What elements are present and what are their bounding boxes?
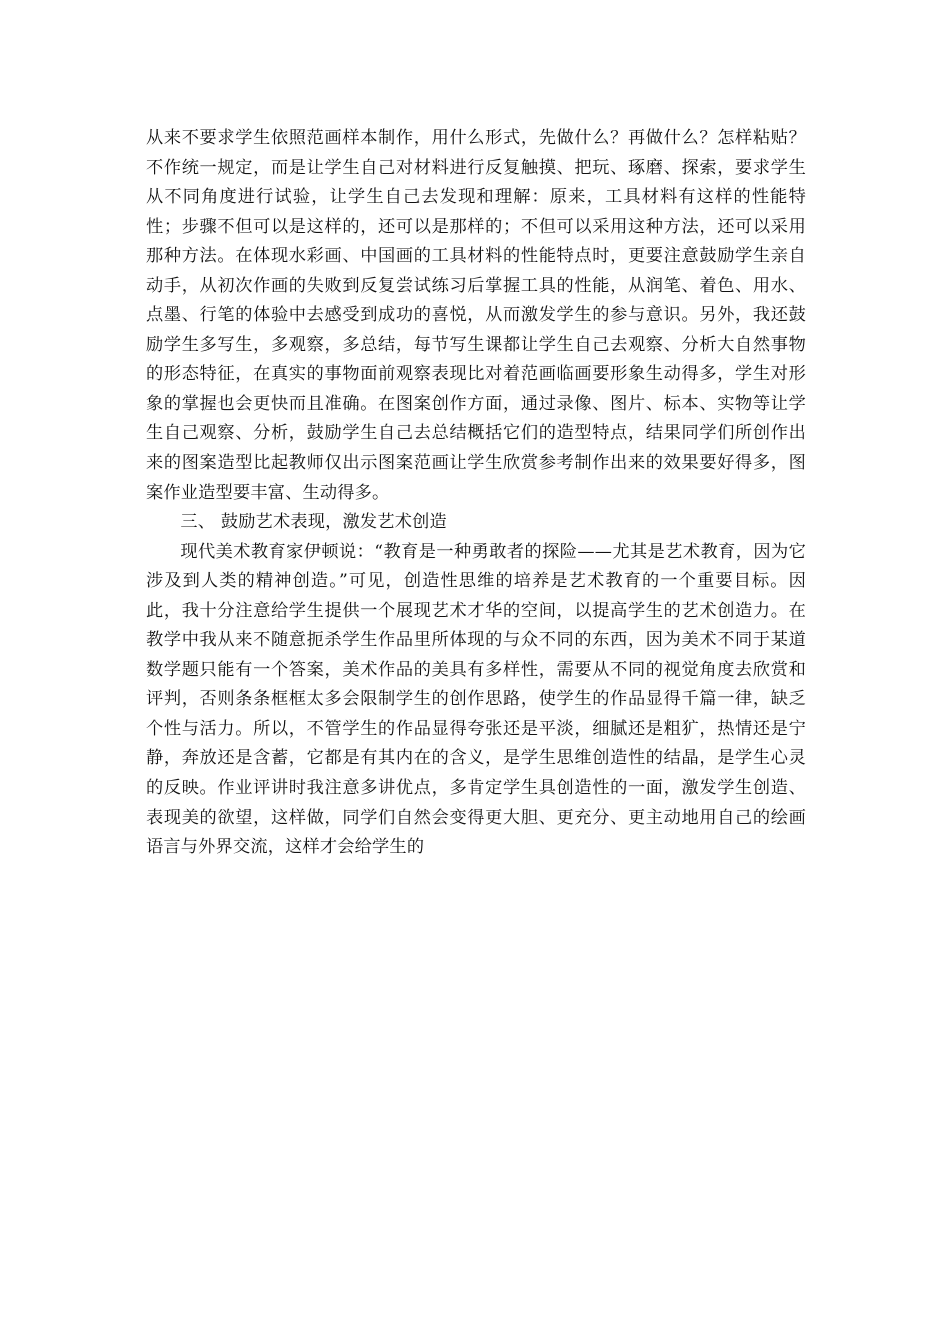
body-paragraph: 现代美术教育家伊顿说：“教育是一种勇敢者的探险——尤其是艺术教育，因为它涉及到人类的精神创造。”可见，创造性思维的培养是艺术教育的一个重要目标。因此，我十分注意给学生提供一个展现艺术才华的空间，以提高学生的艺术创造力。在教学中我从来不随意扼杀学生作品里所体现的与众不同的东西，因为美术不同于某道数学题只能有一个答案，美术作品的美具有多样性，需要从不同的视觉角度去欣赏和评判，否则条条框框太多会限制学生的创作思路，使学生的作品显得千篇一律，缺乏个性与活力。所以，不管学生的作品显得夸张还是平淡，细腻还是粗犷，热情还是宁静，奔放还是含蓄，它都是有其内在的含义，是学生思维创造性的结晶，是学生心灵的反映。作业评讲时我注意多讲优点，多肯定学生具创造性的一面，激发学生创造、表现美的欲望，这样做，同学们自然会变得更大胆、更充分、更主动地用自己的绘画语言与外界交流，这样才会给学生的 xyxy=(146,541,806,858)
document-page xyxy=(146,124,806,863)
body-paragraph-continued: 从来不要求学生依照范画样本制作，用什么形式，先做什么？再做什么？怎样粘贴？不作统一规定，而是让学生自己对材料进行反复触摸、把玩、琢磨、探索，要求学生从不同角度进行试验，让学生自己去发现和理解：原来，工具材料有这样的性能特性；步骤不但可以是这样的，还可以是那样的；不但可以采用这种方法，还可以采用那种方法。在体现水彩画、中国画的工具材料的性能特点时，更要注意鼓励学生亲自动手，从初次作画的失败到反复尝试练习后掌握工具的性能，从润笔、着色、用水、点墨、行笔的体验中去感受到成功的喜悦，从而激发学生的参与意识。另外，我还鼓励学生多写生，多观察，多总结，每节写生课都让学生自己去观察、分析大自然事物的形态特征，在真实的事物面前观察表现比对着范画临画要形象生动得多，学生对形象的掌握也会更快而且准确。在图案创作方面，通过录像、图片、标本、实物等让学生自己观察、分析，鼓励学生自己去总结概括它们的造型特点，结果同学们所创作出来的图案造型比起教师仅出示图案范画让学生欣赏参考制作出来的效果要好得多，图案作业造型要丰富、生动得多。 xyxy=(146,128,806,503)
section-heading: 三、 鼓励艺术表现，激发艺术创造 xyxy=(180,512,447,533)
